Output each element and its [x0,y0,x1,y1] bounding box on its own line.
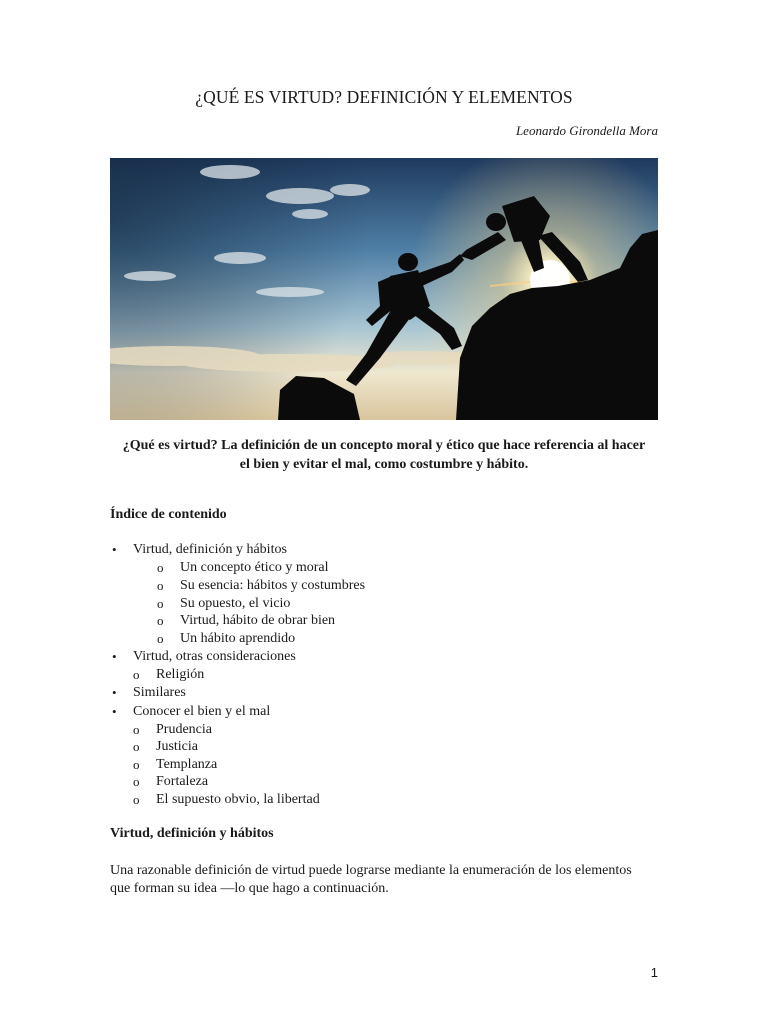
lead-line-2: el bien y evitar el mal, como costumbre y hábito. [239,457,529,472]
section-heading: Virtud, definición y hábitos [110,826,274,841]
circle-bullet-icon [157,613,164,629]
circle-bullet-icon [157,596,164,612]
bullet-icon [112,704,117,720]
circle-bullet-icon [157,631,164,647]
circle-bullet-icon [133,757,140,773]
page-number: 1 [650,965,658,980]
toc-item-label: Templanza [156,757,218,772]
toc-item-label: Un hábito aprendido [180,631,296,646]
author-name: Leonardo Girondella Mora [515,123,658,138]
toc-item-label: Un concepto ético y moral [180,560,329,575]
toc-item-label: Virtud, hábito de obrar bien [180,613,336,628]
paragraph-line-2: que forman su idea —lo que hago a continuación. [110,881,389,896]
toc-item-label: Virtud, otras consideraciones [133,649,296,664]
lead-text [110,436,658,474]
toc-item-label: Prudencia [156,722,212,737]
toc-item-label: Fortaleza [156,774,209,789]
toc-item-label: Similares [133,685,186,700]
toc-item-label: El supuesto obvio, la libertad [156,792,320,807]
bullet-icon [112,649,117,665]
toc-heading: Índice de contenido [110,507,227,522]
toc-item-label: Justicia [156,739,198,754]
circle-bullet-icon [133,722,140,738]
toc-item-label: Su opuesto, el vicio [180,596,291,611]
document-title: ¿QUÉ ES VIRTUD? DEFINICIÓN Y ELEMENTOS [195,87,573,107]
toc-item-label: Conocer el bien y el mal [133,704,271,719]
bullet-icon [112,685,117,701]
circle-bullet-icon [133,774,140,790]
toc-item-label: Religión [156,667,205,682]
circle-bullet-icon [157,560,164,576]
hero-image [110,158,658,420]
paragraph-line-1: Una razonable definición de virtud puede lograrse mediante la enumeración de los elementos [110,863,632,878]
toc-item-label: Virtud, definición y hábitos [133,542,287,557]
body-paragraph [110,862,670,898]
circle-bullet-icon [157,578,164,594]
bullet-icon [112,542,117,558]
toc-item-label: Su esencia: hábitos y costumbres [180,578,366,593]
circle-bullet-icon [133,667,140,683]
circle-bullet-icon [133,739,140,755]
circle-bullet-icon [133,792,140,808]
lead-line-1: ¿Qué es virtud? La definición de un concepto moral y ético que hace referencia al hacer [122,438,646,453]
climbers-silhouette-illustration [110,158,658,420]
